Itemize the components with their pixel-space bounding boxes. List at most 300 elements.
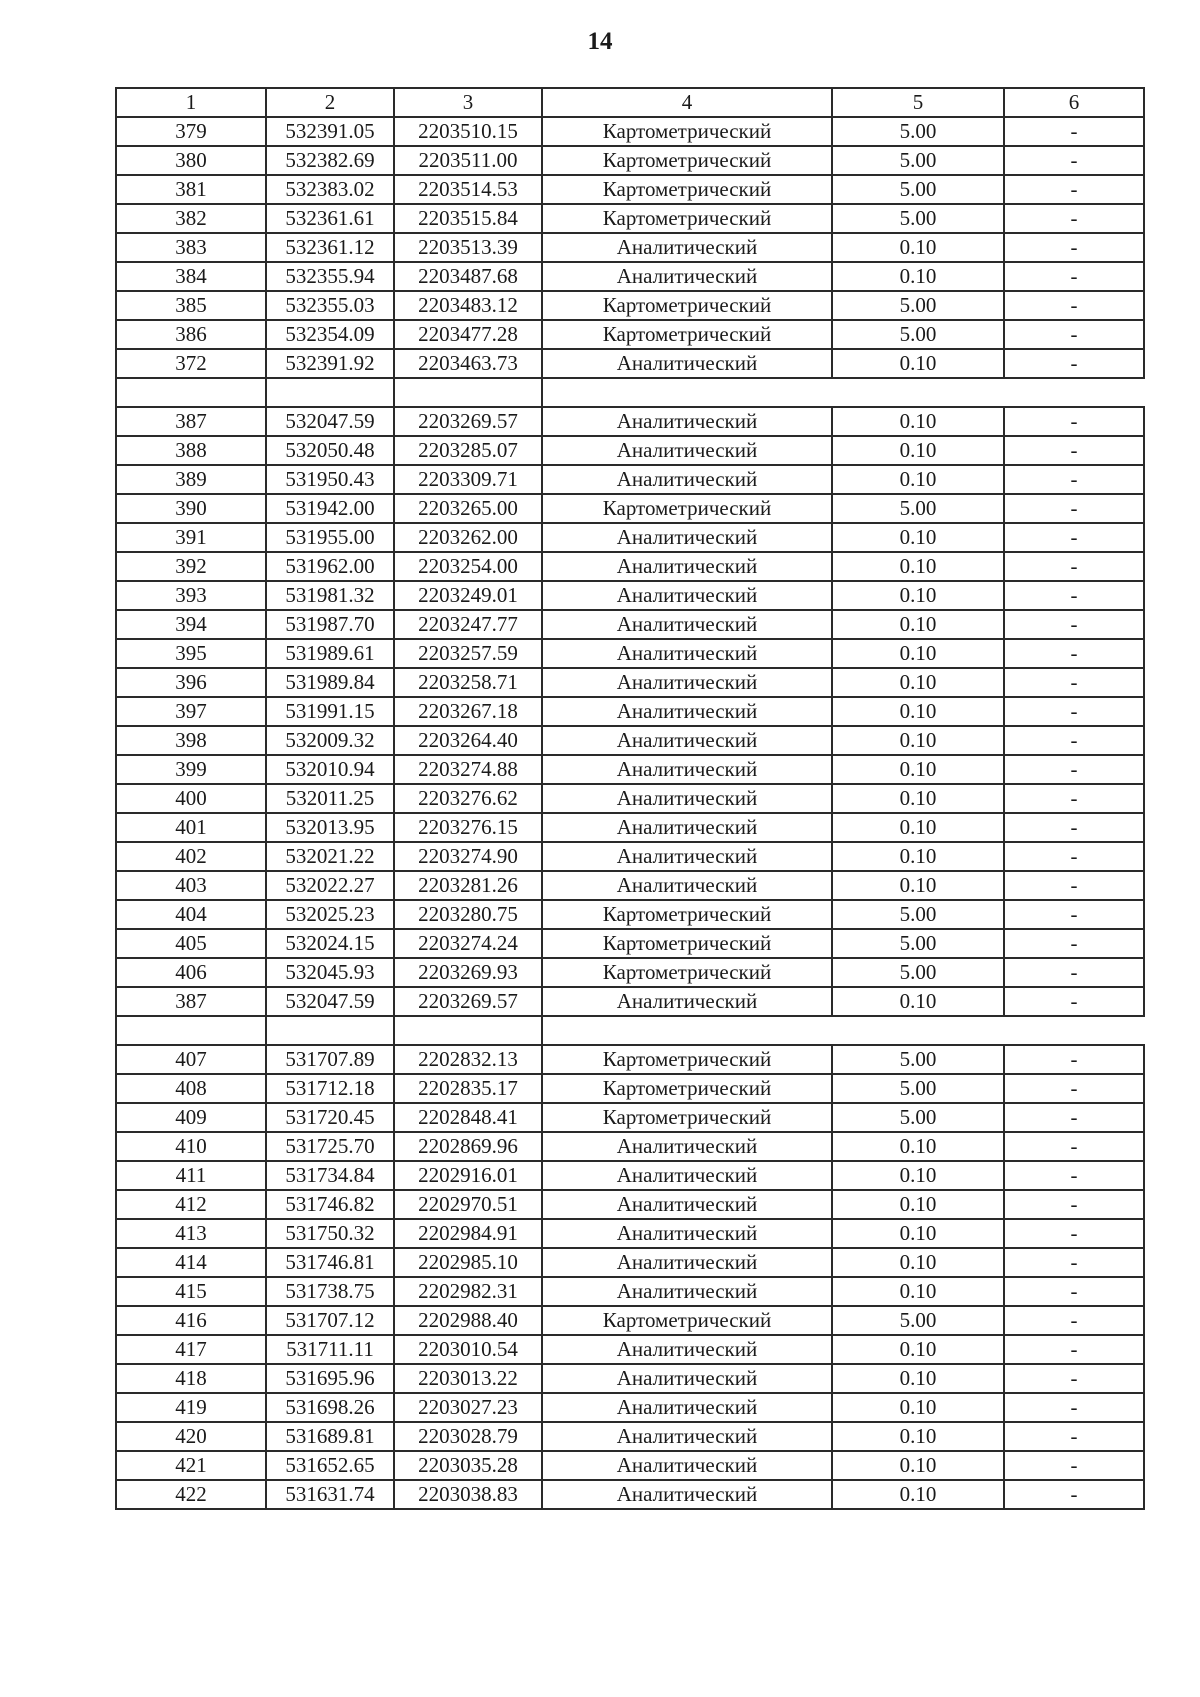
table-row (116, 1306, 1144, 1335)
accuracy-cell: 5.00 (832, 1045, 1004, 1074)
point-number-cell: 393 (116, 581, 266, 610)
y-coordinate-cell: 2203511.00 (394, 146, 542, 175)
x-coordinate-cell: 531707.89 (266, 1045, 394, 1074)
accuracy-cell: 0.10 (832, 436, 1004, 465)
accuracy-cell: 0.10 (832, 1132, 1004, 1161)
header-cell-point-number: 1 (116, 88, 266, 117)
y-coordinate-cell: 2203028.79 (394, 1422, 542, 1451)
y-coordinate-cell: 2203038.83 (394, 1480, 542, 1509)
y-coordinate-cell: 2203514.53 (394, 175, 542, 204)
y-coordinate-cell: 2203276.62 (394, 784, 542, 813)
x-coordinate-cell: 532355.94 (266, 262, 394, 291)
point-number-cell: 414 (116, 1248, 266, 1277)
empty-cell (266, 1016, 394, 1045)
y-coordinate-cell: 2202916.01 (394, 1161, 542, 1190)
table-row (116, 610, 1144, 639)
accuracy-cell: 0.10 (832, 1219, 1004, 1248)
table-row (116, 1190, 1144, 1219)
note-cell: - (1004, 407, 1144, 436)
x-coordinate-cell: 531950.43 (266, 465, 394, 494)
method-cell: Картометрический (542, 146, 832, 175)
x-coordinate-cell: 531989.84 (266, 668, 394, 697)
point-number-cell: 408 (116, 1074, 266, 1103)
y-coordinate-cell: 2203483.12 (394, 291, 542, 320)
point-number-cell: 392 (116, 552, 266, 581)
x-coordinate-cell: 532391.92 (266, 349, 394, 378)
accuracy-cell: 5.00 (832, 1103, 1004, 1132)
x-coordinate-cell: 532021.22 (266, 842, 394, 871)
note-cell: - (1004, 1103, 1144, 1132)
table-row (116, 1422, 1144, 1451)
x-coordinate-cell: 531987.70 (266, 610, 394, 639)
note-cell: - (1004, 1161, 1144, 1190)
note-cell: - (1004, 755, 1144, 784)
y-coordinate-cell: 2202985.10 (394, 1248, 542, 1277)
x-coordinate-cell: 531712.18 (266, 1074, 394, 1103)
x-coordinate-cell: 532382.69 (266, 146, 394, 175)
section-separator-row (116, 378, 1144, 407)
y-coordinate-cell: 2203265.00 (394, 494, 542, 523)
method-cell: Аналитический (542, 639, 832, 668)
point-number-cell: 387 (116, 407, 266, 436)
note-cell: - (1004, 842, 1144, 871)
y-coordinate-cell: 2203267.18 (394, 697, 542, 726)
method-cell: Картометрический (542, 175, 832, 204)
y-coordinate-cell: 2203269.57 (394, 987, 542, 1016)
point-number-cell: 420 (116, 1422, 266, 1451)
note-cell: - (1004, 958, 1144, 987)
x-coordinate-cell: 532391.05 (266, 117, 394, 146)
accuracy-cell: 0.10 (832, 668, 1004, 697)
point-number-cell: 383 (116, 233, 266, 262)
method-cell: Аналитический (542, 1364, 832, 1393)
method-cell: Аналитический (542, 842, 832, 871)
y-coordinate-cell: 2203249.01 (394, 581, 542, 610)
accuracy-cell: 0.10 (832, 1335, 1004, 1364)
page-number: 14 (587, 28, 613, 55)
point-number-cell: 389 (116, 465, 266, 494)
y-coordinate-cell: 2203463.73 (394, 349, 542, 378)
y-coordinate-cell: 2203281.26 (394, 871, 542, 900)
accuracy-cell: 0.10 (832, 1393, 1004, 1422)
x-coordinate-cell: 531695.96 (266, 1364, 394, 1393)
point-number-cell: 407 (116, 1045, 266, 1074)
note-cell: - (1004, 1422, 1144, 1451)
table-row (116, 117, 1144, 146)
point-number-cell: 401 (116, 813, 266, 842)
accuracy-cell: 5.00 (832, 175, 1004, 204)
point-number-cell: 406 (116, 958, 266, 987)
method-cell: Картометрический (542, 900, 832, 929)
note-cell: - (1004, 523, 1144, 552)
point-number-cell: 412 (116, 1190, 266, 1219)
point-number-cell: 379 (116, 117, 266, 146)
accuracy-cell: 0.10 (832, 262, 1004, 291)
table-row (116, 1045, 1144, 1074)
note-cell: - (1004, 1045, 1144, 1074)
x-coordinate-cell: 531652.65 (266, 1451, 394, 1480)
method-cell: Аналитический (542, 1393, 832, 1422)
table-row (116, 813, 1144, 842)
note-cell: - (1004, 929, 1144, 958)
empty-cell (116, 378, 266, 407)
method-cell: Аналитический (542, 1480, 832, 1509)
method-cell: Аналитический (542, 755, 832, 784)
y-coordinate-cell: 2203254.00 (394, 552, 542, 581)
point-number-cell: 372 (116, 349, 266, 378)
note-cell: - (1004, 639, 1144, 668)
method-cell: Аналитический (542, 262, 832, 291)
method-cell: Аналитический (542, 1277, 832, 1306)
accuracy-cell: 0.10 (832, 1190, 1004, 1219)
x-coordinate-cell: 531738.75 (266, 1277, 394, 1306)
x-coordinate-cell: 532022.27 (266, 871, 394, 900)
y-coordinate-cell: 2203269.57 (394, 407, 542, 436)
note-cell: - (1004, 1190, 1144, 1219)
table-row (116, 175, 1144, 204)
table-row (116, 494, 1144, 523)
table-row (116, 1335, 1144, 1364)
note-cell: - (1004, 784, 1144, 813)
x-coordinate-cell: 532024.15 (266, 929, 394, 958)
table-row (116, 349, 1144, 378)
accuracy-cell: 0.10 (832, 697, 1004, 726)
table-row (116, 407, 1144, 436)
table-row (116, 204, 1144, 233)
point-number-cell: 394 (116, 610, 266, 639)
point-number-cell: 411 (116, 1161, 266, 1190)
y-coordinate-cell: 2203477.28 (394, 320, 542, 349)
method-cell: Аналитический (542, 1190, 832, 1219)
note-cell: - (1004, 146, 1144, 175)
table-row (116, 1480, 1144, 1509)
accuracy-cell: 0.10 (832, 233, 1004, 262)
y-coordinate-cell: 2203269.93 (394, 958, 542, 987)
accuracy-cell: 0.10 (832, 784, 1004, 813)
x-coordinate-cell: 531698.26 (266, 1393, 394, 1422)
note-cell: - (1004, 117, 1144, 146)
table-row (116, 1074, 1144, 1103)
note-cell: - (1004, 1364, 1144, 1393)
table-row (116, 146, 1144, 175)
accuracy-cell: 5.00 (832, 958, 1004, 987)
table-row (116, 436, 1144, 465)
x-coordinate-cell: 532355.03 (266, 291, 394, 320)
table-row (116, 581, 1144, 610)
point-number-cell: 391 (116, 523, 266, 552)
point-number-cell: 385 (116, 291, 266, 320)
point-number-cell: 403 (116, 871, 266, 900)
table-row (116, 262, 1144, 291)
header-cell-accuracy: 5 (832, 88, 1004, 117)
x-coordinate-cell: 531746.82 (266, 1190, 394, 1219)
note-cell: - (1004, 436, 1144, 465)
x-coordinate-cell: 531981.32 (266, 581, 394, 610)
method-cell: Картометрический (542, 958, 832, 987)
method-cell: Аналитический (542, 1335, 832, 1364)
note-cell: - (1004, 813, 1144, 842)
method-cell: Аналитический (542, 697, 832, 726)
y-coordinate-cell: 2203010.54 (394, 1335, 542, 1364)
y-coordinate-cell: 2203513.39 (394, 233, 542, 262)
point-number-cell: 415 (116, 1277, 266, 1306)
x-coordinate-cell: 531720.45 (266, 1103, 394, 1132)
method-cell: Аналитический (542, 726, 832, 755)
method-cell: Картометрический (542, 320, 832, 349)
x-coordinate-cell: 531707.12 (266, 1306, 394, 1335)
note-cell: - (1004, 668, 1144, 697)
accuracy-cell: 0.10 (832, 813, 1004, 842)
x-coordinate-cell: 532354.09 (266, 320, 394, 349)
note-cell: - (1004, 900, 1144, 929)
empty-cell (542, 378, 1144, 407)
note-cell: - (1004, 1335, 1144, 1364)
x-coordinate-cell: 532047.59 (266, 407, 394, 436)
accuracy-cell: 5.00 (832, 929, 1004, 958)
table-row (116, 929, 1144, 958)
table-row (116, 1132, 1144, 1161)
x-coordinate-cell: 531734.84 (266, 1161, 394, 1190)
note-cell: - (1004, 1248, 1144, 1277)
note-cell: - (1004, 987, 1144, 1016)
y-coordinate-cell: 2203247.77 (394, 610, 542, 639)
x-coordinate-cell: 531750.32 (266, 1219, 394, 1248)
y-coordinate-cell: 2202982.31 (394, 1277, 542, 1306)
accuracy-cell: 0.10 (832, 349, 1004, 378)
accuracy-cell: 5.00 (832, 204, 1004, 233)
x-coordinate-cell: 531942.00 (266, 494, 394, 523)
point-number-cell: 410 (116, 1132, 266, 1161)
table-row (116, 1219, 1144, 1248)
table-row (116, 755, 1144, 784)
x-coordinate-cell: 531991.15 (266, 697, 394, 726)
coordinates-table (115, 87, 1145, 1510)
header-cell-y-coordinate: 3 (394, 88, 542, 117)
x-coordinate-cell: 532011.25 (266, 784, 394, 813)
note-cell: - (1004, 465, 1144, 494)
y-coordinate-cell: 2203285.07 (394, 436, 542, 465)
note-cell: - (1004, 204, 1144, 233)
table-row (116, 523, 1144, 552)
method-cell: Картометрический (542, 1074, 832, 1103)
table-row (116, 291, 1144, 320)
empty-cell (266, 378, 394, 407)
table-row (116, 1103, 1144, 1132)
header-cell-method: 4 (542, 88, 832, 117)
table-row (116, 1248, 1144, 1277)
method-cell: Аналитический (542, 552, 832, 581)
y-coordinate-cell: 2203027.23 (394, 1393, 542, 1422)
y-coordinate-cell: 2203035.28 (394, 1451, 542, 1480)
table-row (116, 697, 1144, 726)
empty-cell (394, 378, 542, 407)
accuracy-cell: 5.00 (832, 494, 1004, 523)
point-number-cell: 399 (116, 755, 266, 784)
table-row (116, 958, 1144, 987)
note-cell: - (1004, 233, 1144, 262)
method-cell: Аналитический (542, 1248, 832, 1277)
note-cell: - (1004, 262, 1144, 291)
note-cell: - (1004, 494, 1144, 523)
accuracy-cell: 0.10 (832, 610, 1004, 639)
section-separator-row (116, 1016, 1144, 1045)
method-cell: Картометрический (542, 117, 832, 146)
accuracy-cell: 0.10 (832, 726, 1004, 755)
table-row (116, 987, 1144, 1016)
y-coordinate-cell: 2203487.68 (394, 262, 542, 291)
y-coordinate-cell: 2203013.22 (394, 1364, 542, 1393)
method-cell: Картометрический (542, 291, 832, 320)
method-cell: Картометрический (542, 929, 832, 958)
method-cell: Аналитический (542, 784, 832, 813)
point-number-cell: 386 (116, 320, 266, 349)
accuracy-cell: 5.00 (832, 1074, 1004, 1103)
note-cell: - (1004, 1074, 1144, 1103)
note-cell: - (1004, 1219, 1144, 1248)
y-coordinate-cell: 2203274.90 (394, 842, 542, 871)
table-row (116, 1451, 1144, 1480)
accuracy-cell: 0.10 (832, 465, 1004, 494)
accuracy-cell: 0.10 (832, 1364, 1004, 1393)
note-cell: - (1004, 1480, 1144, 1509)
y-coordinate-cell: 2203510.15 (394, 117, 542, 146)
y-coordinate-cell: 2203264.40 (394, 726, 542, 755)
point-number-cell: 413 (116, 1219, 266, 1248)
point-number-cell: 380 (116, 146, 266, 175)
x-coordinate-cell: 531989.61 (266, 639, 394, 668)
accuracy-cell: 5.00 (832, 900, 1004, 929)
point-number-cell: 382 (116, 204, 266, 233)
note-cell: - (1004, 871, 1144, 900)
accuracy-cell: 0.10 (832, 755, 1004, 784)
x-coordinate-cell: 532025.23 (266, 900, 394, 929)
table-row (116, 726, 1144, 755)
method-cell: Аналитический (542, 523, 832, 552)
x-coordinate-cell: 531962.00 (266, 552, 394, 581)
note-cell: - (1004, 349, 1144, 378)
y-coordinate-cell: 2202869.96 (394, 1132, 542, 1161)
table-row (116, 784, 1144, 813)
note-cell: - (1004, 581, 1144, 610)
y-coordinate-cell: 2203262.00 (394, 523, 542, 552)
method-cell: Картометрический (542, 1045, 832, 1074)
empty-cell (394, 1016, 542, 1045)
method-cell: Аналитический (542, 987, 832, 1016)
x-coordinate-cell: 532361.12 (266, 233, 394, 262)
note-cell: - (1004, 175, 1144, 204)
y-coordinate-cell: 2203515.84 (394, 204, 542, 233)
y-coordinate-cell: 2202848.41 (394, 1103, 542, 1132)
x-coordinate-cell: 532009.32 (266, 726, 394, 755)
method-cell: Аналитический (542, 1422, 832, 1451)
accuracy-cell: 5.00 (832, 1306, 1004, 1335)
point-number-cell: 419 (116, 1393, 266, 1422)
y-coordinate-cell: 2202988.40 (394, 1306, 542, 1335)
accuracy-cell: 5.00 (832, 146, 1004, 175)
point-number-cell: 398 (116, 726, 266, 755)
y-coordinate-cell: 2203257.59 (394, 639, 542, 668)
y-coordinate-cell: 2202984.91 (394, 1219, 542, 1248)
accuracy-cell: 0.10 (832, 1161, 1004, 1190)
x-coordinate-cell: 532013.95 (266, 813, 394, 842)
y-coordinate-cell: 2202835.17 (394, 1074, 542, 1103)
y-coordinate-cell: 2203274.88 (394, 755, 542, 784)
accuracy-cell: 0.10 (832, 581, 1004, 610)
table-row (116, 871, 1144, 900)
note-cell: - (1004, 320, 1144, 349)
note-cell: - (1004, 1132, 1144, 1161)
y-coordinate-cell: 2203280.75 (394, 900, 542, 929)
method-cell: Аналитический (542, 1451, 832, 1480)
point-number-cell: 417 (116, 1335, 266, 1364)
accuracy-cell: 0.10 (832, 987, 1004, 1016)
x-coordinate-cell: 531689.81 (266, 1422, 394, 1451)
point-number-cell: 404 (116, 900, 266, 929)
table-row (116, 900, 1144, 929)
note-cell: - (1004, 291, 1144, 320)
method-cell: Аналитический (542, 813, 832, 842)
method-cell: Аналитический (542, 1132, 832, 1161)
note-cell: - (1004, 1451, 1144, 1480)
table-row (116, 668, 1144, 697)
x-coordinate-cell: 532383.02 (266, 175, 394, 204)
y-coordinate-cell: 2203258.71 (394, 668, 542, 697)
table-row (116, 233, 1144, 262)
y-coordinate-cell: 2202970.51 (394, 1190, 542, 1219)
method-cell: Аналитический (542, 349, 832, 378)
note-cell: - (1004, 610, 1144, 639)
method-cell: Аналитический (542, 610, 832, 639)
method-cell: Аналитический (542, 1161, 832, 1190)
method-cell: Картометрический (542, 1103, 832, 1132)
note-cell: - (1004, 1277, 1144, 1306)
point-number-cell: 387 (116, 987, 266, 1016)
point-number-cell: 422 (116, 1480, 266, 1509)
method-cell: Аналитический (542, 1219, 832, 1248)
x-coordinate-cell: 531725.70 (266, 1132, 394, 1161)
note-cell: - (1004, 726, 1144, 755)
note-cell: - (1004, 1306, 1144, 1335)
x-coordinate-cell: 532050.48 (266, 436, 394, 465)
y-coordinate-cell: 2203309.71 (394, 465, 542, 494)
table-row (116, 1277, 1144, 1306)
accuracy-cell: 0.10 (832, 407, 1004, 436)
table-row (116, 465, 1144, 494)
point-number-cell: 397 (116, 697, 266, 726)
point-number-cell: 409 (116, 1103, 266, 1132)
method-cell: Аналитический (542, 407, 832, 436)
point-number-cell: 390 (116, 494, 266, 523)
accuracy-cell: 0.10 (832, 639, 1004, 668)
x-coordinate-cell: 531955.00 (266, 523, 394, 552)
y-coordinate-cell: 2203276.15 (394, 813, 542, 842)
y-coordinate-cell: 2203274.24 (394, 929, 542, 958)
x-coordinate-cell: 531631.74 (266, 1480, 394, 1509)
table-row (116, 1364, 1144, 1393)
table-row (116, 639, 1144, 668)
method-cell: Аналитический (542, 871, 832, 900)
x-coordinate-cell: 532047.59 (266, 987, 394, 1016)
header-cell-note: 6 (1004, 88, 1144, 117)
point-number-cell: 381 (116, 175, 266, 204)
accuracy-cell: 5.00 (832, 291, 1004, 320)
point-number-cell: 405 (116, 929, 266, 958)
note-cell: - (1004, 1393, 1144, 1422)
method-cell: Картометрический (542, 494, 832, 523)
method-cell: Аналитический (542, 233, 832, 262)
point-number-cell: 402 (116, 842, 266, 871)
method-cell: Аналитический (542, 465, 832, 494)
